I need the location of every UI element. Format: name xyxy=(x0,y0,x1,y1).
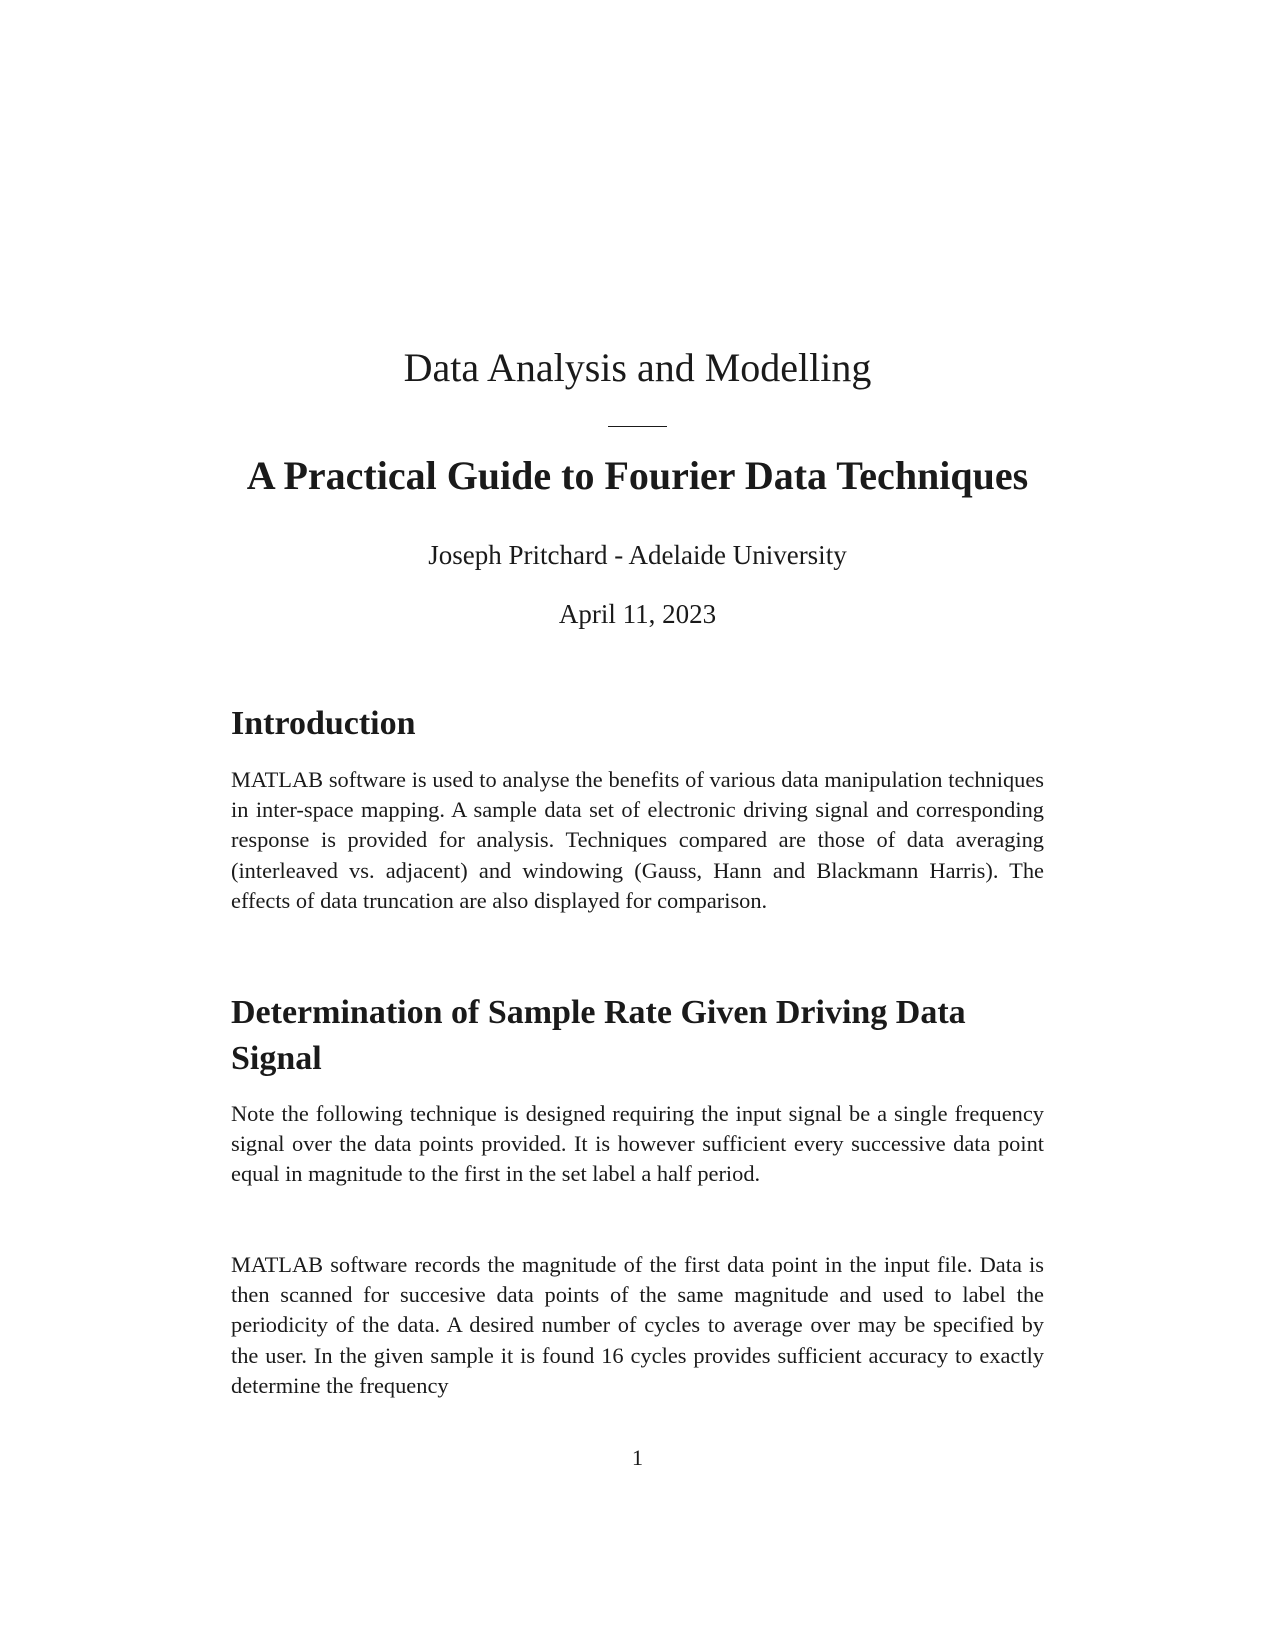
document-title: Data Analysis and Modelling xyxy=(403,345,872,390)
introduction-paragraph: MATLAB software is used to analyse the benefits of various data manipulation techniques in inter-space mapping. A sample data set of electronic driving signal and corresponding response is provided for analysis. Techniques compared are those of data averaging (interleaved vs. adjacent) and windowing (Gauss, Hann and Blackmann Harris). The effects of data truncation are also displayed for comparison. xyxy=(231,767,1044,913)
sample-rate-paragraph-2: MATLAB software records the magnitude of the first data point in the input file. Data is then scanned for succesive data points of the same magnitude and used to label the periodicity of the data. A desired number of cycles to average over may be specified by the user. In the given sample it is found 16 cycles provides sufficient accuracy to exactly determine the frequency xyxy=(231,1252,1044,1398)
document-date: April 11, 2023 xyxy=(558,599,717,629)
document-author: Joseph Pritchard - Adelaide University xyxy=(428,540,847,570)
section-heading-sample-rate: Determination of Sample Rate Given Driving Data Signal xyxy=(231,994,966,1077)
document-subtitle: A Practical Guide to Fourier Data Techniques xyxy=(246,453,1029,498)
section-heading-introduction: Introduction xyxy=(231,705,416,742)
title-divider xyxy=(608,426,667,427)
sample-rate-paragraph-1: Note the following technique is designed requiring the input signal be a single frequency signal over the data points provided. It is however sufficient every successive data point equal in magnitude to the first in the set label a half period. xyxy=(231,1101,1044,1187)
page-number: 1 xyxy=(631,1445,644,1470)
